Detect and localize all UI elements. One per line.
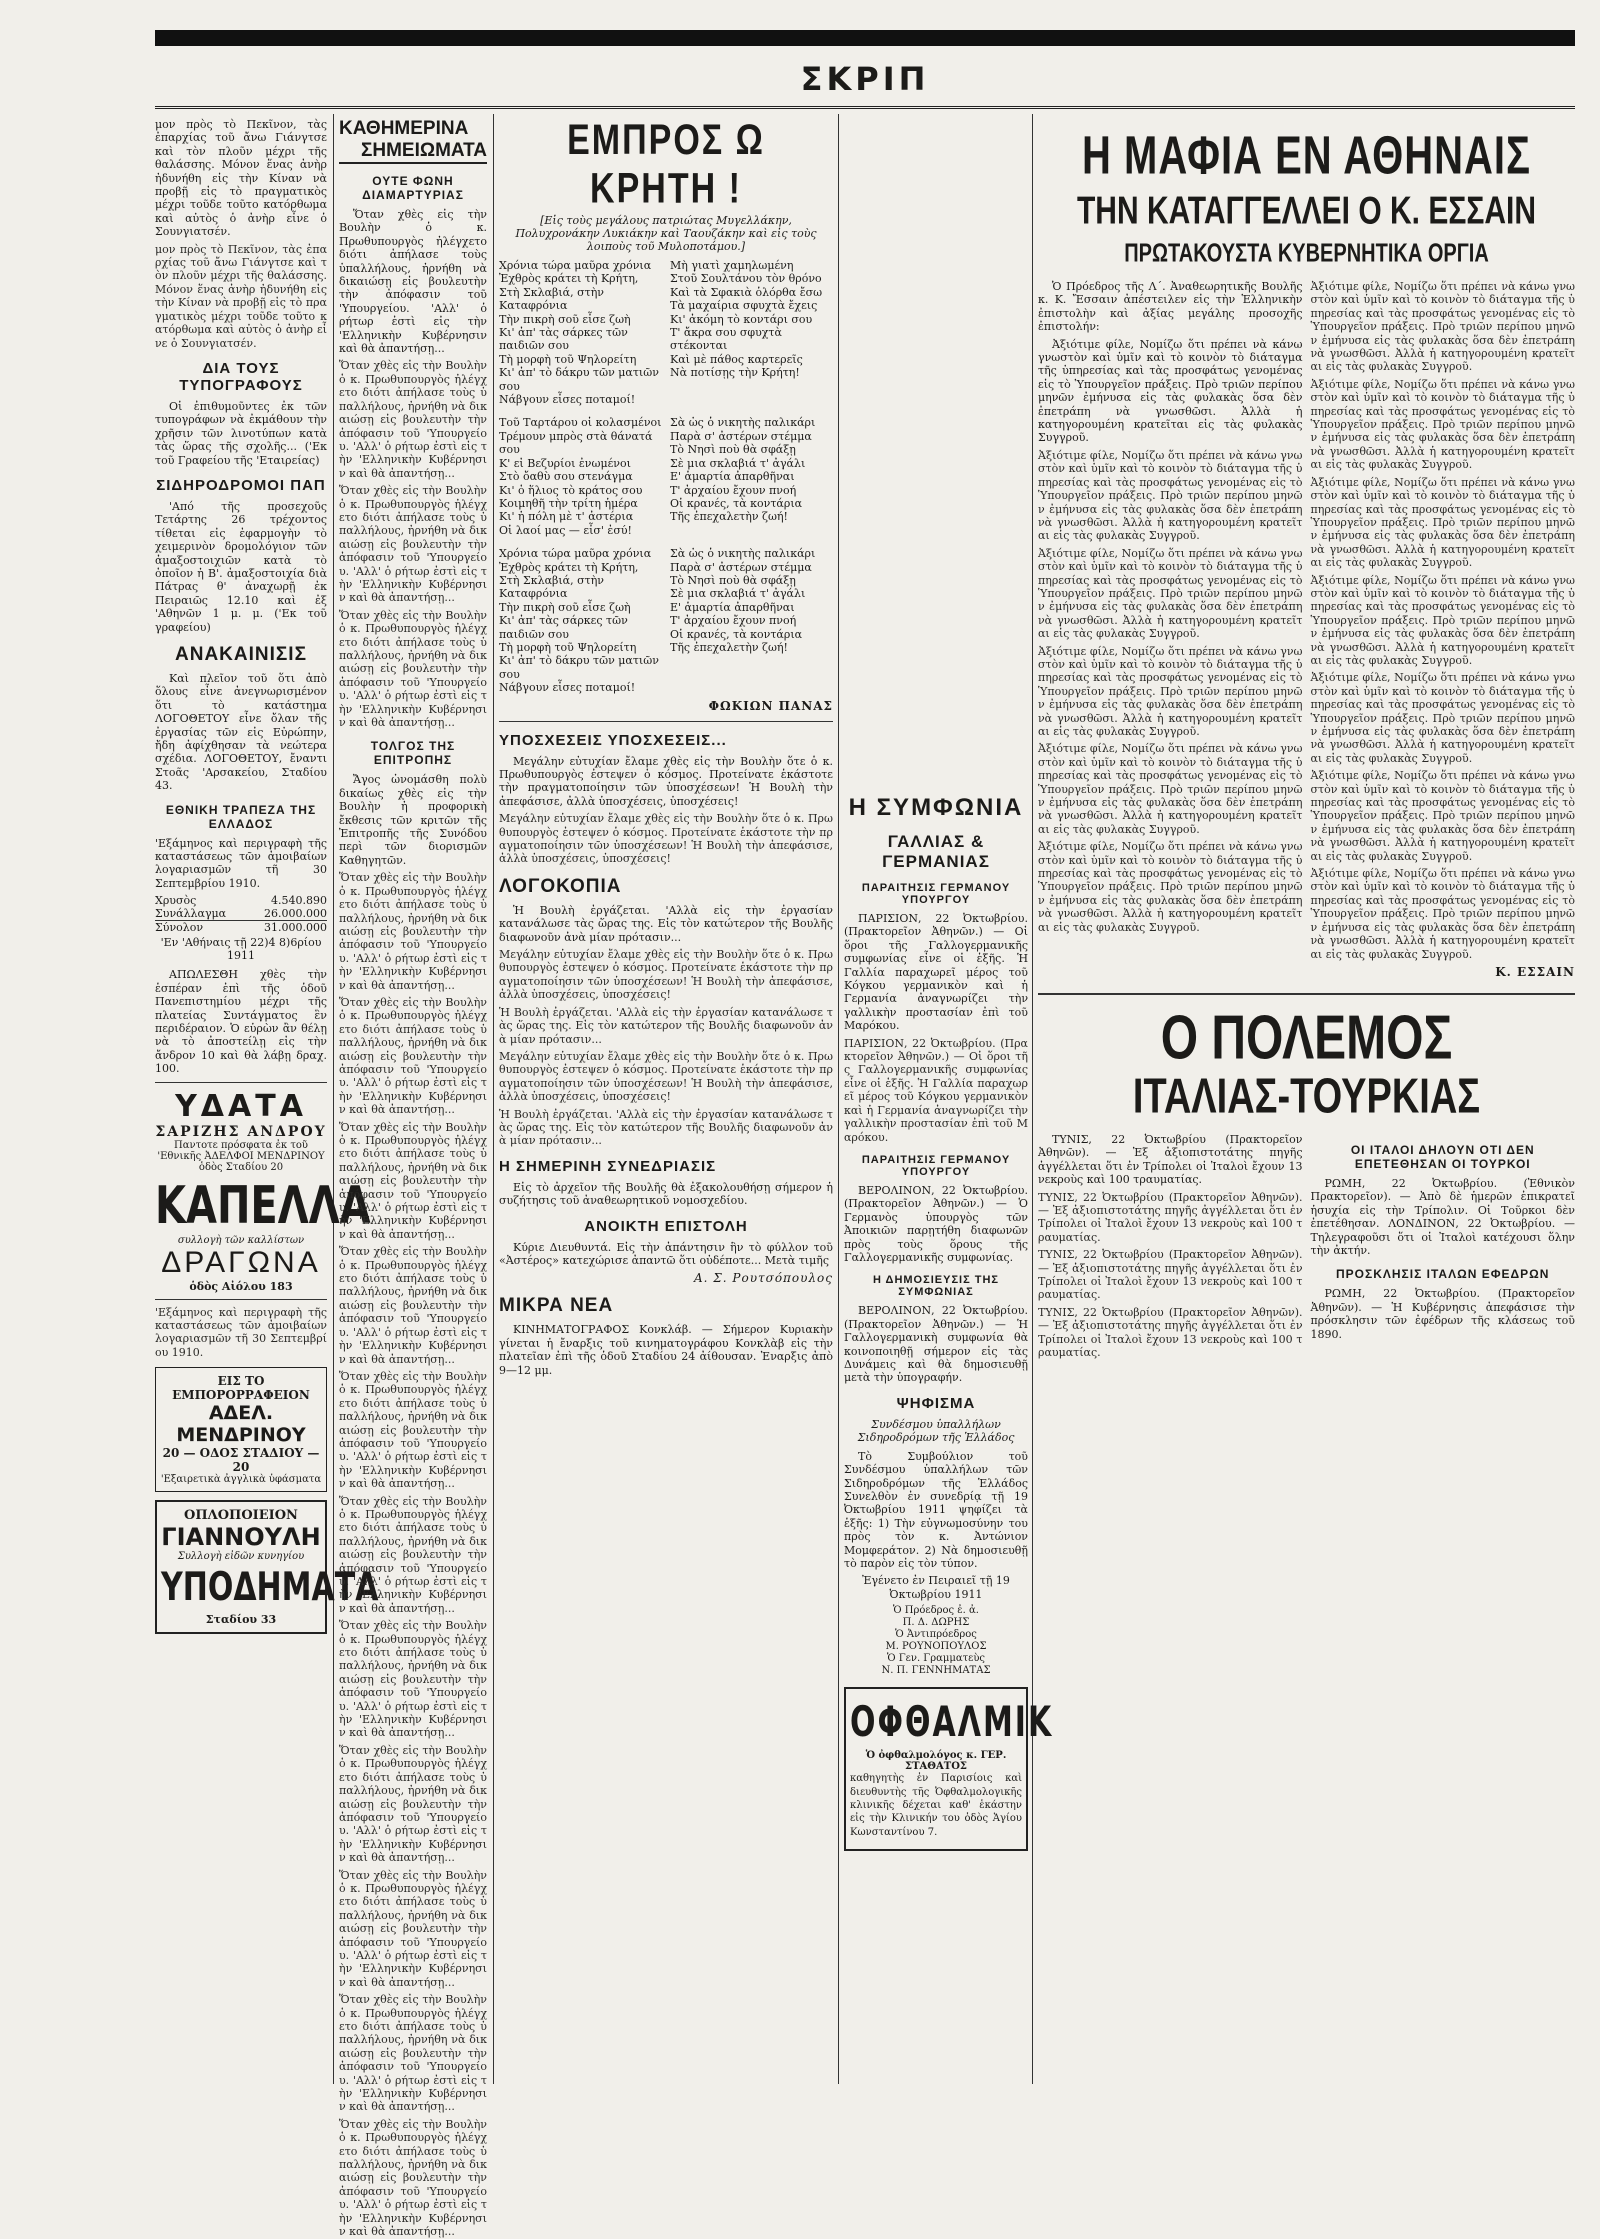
logokopia-cont: Ἡ Βουλὴ ἐργάζεται. 'Αλλὰ εἰς τὴν ἐργασίαν κατανάλωσε τὰς ὥρας της. Εἰς τὸν κατώτερον τῆς Βουλῆς διαφωνοῦν ἀνὰ μίαν πρότασιν... (499, 1107, 833, 1148)
heading-paraitisis: ΠΑΡΑΙΤΗΣΙΣ ΓΕΡΜΑΝΟΥ ΥΠΟΥΡΓΟΥ (861, 882, 1011, 906)
synedriasis-text: Εἰς τὸ ἀρχεῖον τῆς Βουλῆς θὰ ἐξακολουθήσῃ σήμερον ἡ συζήτησις τοῦ ἀναθεωρητικοῦ νομοσχεδίου. (499, 1180, 833, 1208)
trapeza-row: Σύνολον 31.000.000 (155, 921, 327, 935)
sidirodromoi-text: 'Από τῆς προσεχοῦς Τετάρτης 26 τρέχοντος τίθεται εἰς ἐφαρμογὴν τὸ χειμερινὸν δρομολόγιον τῶν ἀμαξοστοιχιῶν κατὰ τὸ ὁποῖον ἡ Β'. ἀμαξοστοιχία διὰ Πάτρας θ' ἀναχωρῇ ἐκ Πειραιῶς 12.10 καὶ ἐξ 'Αθηνῶν 1 μ. μ. ('Εκ τοῦ γραφείου) (155, 499, 327, 634)
mafia-cont: Ἀξιότιμε φίλε, Νομίζω ὅτι πρέπει νὰ κάνω γνωστὸν καὶ ὑμῖν καὶ τὸ κοινὸν τὸ διάταγμα τῆς ὑπηρεσίας καὶ τὰς προσφάτως γενομένας εἰς τὸ Ὑπουργεῖον πράξεις. Πρὸ τριῶν περίπου μηνῶν ἐμήνυσα εἰς τὰς φυλακὰς ὅσα δὲν ἐπετράπη νὰ γνωσθῶσι. Ἀλλὰ ἡ κατηγορουμένη κρατεῖται εἰς τὰς φυλακὰς Συγγροῦ. (1310, 867, 1575, 961)
epitropi-cont: Ὅταν χθὲς εἰς τὴν Βουλὴν ὁ κ. Πρωθυπουργὸς ἠλέγχετο διότι ἀπήλασε τοὺς ὑπαλλήλους, ἠρνήθη νὰ δικαιώσῃ εἰς βουλευτὴν τὴν ἀπόφασιν τοῦ 'Υπουργείου. 'Αλλ' ὁ ρήτωρ ἐστὶ εἰς τὴν 'Ελληνικὴν Κυβέρνησιν καὶ θὰ ἀπαντήσῃ... (339, 1245, 487, 1366)
signature-line: Μ. ΡΟΥΝΟΠΟΥΛΟΣ (885, 1641, 987, 1653)
heading-sidirodromoi: ΣΙΔΗΡΟΔΡΟΜΟΙ ΠΑΠ (156, 476, 326, 494)
ad-filler-text: 'Εξάμηνος καὶ περιγραφὴ τῆς καταστάσεως τῶν ἀμοιβαίων λογαριασμῶν τῆ 30 Σεπτεμβρίου 1910. (155, 1305, 327, 1359)
polemos-col-left (1038, 1133, 1303, 1364)
heading-italias-tourkias: ΙΤΑΛΙΑΣ-ΤΟΥΡΚΙΑΣ (1132, 1069, 1481, 1125)
top-border-bar (155, 30, 1575, 46)
epistoli-signature: Α. Σ. Ρουτσόπουλος (693, 1271, 833, 1286)
dimosieusis-text: ΒΕΡΟΛΙΝΟΝ, 22 Ὀκτωβρίου. (Πρακτορεῖον Ἀθηνῶν.) — Ἡ Γαλλογερμανικὴ συμφωνία θὰ κοινοποιηθῇ σήμερον εἰς τὰς Δυνάμεις καὶ θὰ δημοσιευθῇ μετὰ τὴν ὑπογραφήν. (844, 1304, 1028, 1385)
signature-line: Ὁ Πρόεδρος ἐ. ἀ. (893, 1605, 979, 1617)
poem-stanzas-2 (499, 416, 833, 537)
heading-polemos: Ο ΠΟΛΕΜΟΣ (1160, 1003, 1453, 1073)
heading-oute-foni: ΟΥΤΕ ΦΩΝΗ ΔΙΑΜΑΡΤΥΡΙΑΣ (362, 174, 464, 202)
column-divider (838, 114, 839, 2084)
kicker2: ΣΗΜΕΙΩΜΑΤΑ (339, 140, 487, 164)
heading-synedriasis: Η ΣΗΜΕΡΙΝΗ ΣΥΝΕΔΡΙΑΣΙΣ (499, 1157, 717, 1175)
heading-mafia: Η ΜΑΦΙΑ ΕΝ ΑΘΗΝΑΙΣ (1082, 126, 1531, 186)
mafia-cont: Ἀξιότιμε φίλε, Νομίζω ὅτι πρέπει νὰ κάνω γνωστὸν καὶ ὑμῖν καὶ τὸ κοινὸν τὸ διάταγμα τῆς ὑπηρεσίας καὶ τὰς προσφάτως γενομένας εἰς τὸ Ὑπουργεῖον πράξεις. Πρὸ τριῶν περίπου μηνῶν ἐμήνυσα εἰς τὰς φυλακὰς ὅσα δὲν ἐπετράπη νὰ γνωσθῶσι. Ἀλλὰ ἡ κατηγορουμένη κρατεῖται εἰς τὰς φυλακὰς Συγγροῦ. (1038, 546, 1303, 641)
masthead-title: ΣΚΡΙΠ (800, 60, 930, 98)
ad-ydata-sub: ΣΑΡΙΖΗΣ ΑΝΔΡΟΥ (155, 1123, 327, 1140)
trapeza-text: 'Εξάμηνος καὶ περιγραφὴ τῆς καταστάσεως τῶν ἀμοιβαίων λογαριασμῶν τῆ 30 Σεπτεμβρίου 1910. (155, 836, 327, 890)
epitropi-cont: Ὅταν χθὲς εἰς τὴν Βουλὴν ὁ κ. Πρωθυπουργὸς ἠλέγχετο διότι ἀπήλασε τοὺς ὑπαλλήλους, ἠρνήθη νὰ δικαιώσῃ εἰς βουλευτὴν τὴν ἀπόφασιν τοῦ 'Υπουργείου. 'Αλλ' ὁ ρήτωρ ἐστὶ εἰς τὴν 'Ελληνικὴν Κυβέρνησιν καὶ θὰ ἀπαντήσῃ... (339, 871, 487, 992)
polemos-col-right (1311, 1133, 1576, 1364)
heading-paraitisis-2: ΠΑΡΑΙΤΗΣΙΣ ΓΕΡΜΑΝΟΥ ΥΠΟΥΡΓΟΥ (861, 1153, 1011, 1178)
logokopia-text: Ἡ Βουλὴ ἐργάζεται. 'Αλλὰ εἰς τὴν ἐργασίαν κατανάλωσε τὰς ὥρας της. Εἰς τὸν κατώτερον τῆς Βουλῆς διαφωνοῦν ἀνὰ μίαν πρότασιν... (499, 903, 833, 944)
italoi-text: ΡΩΜΗ, 22 Ὀκτωβρίου. (Ἐθνικὸν Πρακτορεῖον). — Ἀπὸ δὲ ἡμερῶν ἐπικρατεῖ ἡσυχία εἰς τὴν Τρίπολιν. Οἱ Τοῦρκοι δὲν ἐπετέθησαν. ΛΟΝΔΙΝΟΝ, 22 Ὀκτωβρίου. — Τηλεγραφοῦσι ὅτι οἱ Ἰταλοὶ κατέχουσι ὅλην τὴν ἀκτήν. (1310, 1176, 1575, 1257)
mafia-cont: Ἀξιότιμε φίλε, Νομίζω ὅτι πρέπει νὰ κάνω γνωστὸν καὶ ὑμῖν καὶ τὸ κοινὸν τὸ διάταγμα τῆς ὑπηρεσίας καὶ τὰς προσφάτως γενομένας εἰς τὸ Ὑπουργεῖον πράξεις. Πρὸ τριῶν περίπου μηνῶν ἐμήνυσα εἰς τὰς φυλακὰς ὅσα δὲν ἐπετράπη νὰ γνωσθῶσι. Ἀλλὰ ἡ κατηγορουμένη κρατεῖται εἰς τὰς φυλακὰς Συγγροῦ. (1310, 475, 1575, 570)
logokopia-cont: Μεγάλην εὐτυχίαν ἔλαμε χθὲς εἰς τὴν Βουλὴν ὅτε ὁ κ. Πρωθυπουργὸς ἐστεψεν ὁ κόσμος. Προτείνατε ἑκάστοτε τὴν πραγματοποίησιν τῶν ὑποσχέσεων! Ἡ Βουλὴ τὴν ἀπεφάσισε, ἀλλὰ ὑποσχέσεις, ὑποσχέσεις! (499, 948, 833, 1002)
symfonia-text: ΠΑΡΙΣΙΟΝ, 22 Ὀκτωβρίου. (Πρακτορεῖον Ἀθηνῶν.) — Οἱ ὅροι τῆς Γαλλογερμανικῆς συμφωνίας εἶνε οἱ ἑξῆς. Ἡ Γαλλία παραχωρεῖ μέρος τοῦ Κόγκου γερμανικὸν καὶ ἡ Γερμανία ἀναγνωρίζει τὴν γαλλικὴν προστασίαν ἐπὶ τοῦ Μαρόκου. (844, 912, 1028, 1033)
divider (155, 1082, 327, 1083)
signature-line: Ὁ Ἀντιπρόεδρος (895, 1629, 977, 1641)
poem-signature: ΦΩΚΙΩΝ ΠΑΝΑΣ (708, 698, 833, 713)
epitropi-cont: Ὅταν χθὲς εἰς τὴν Βουλὴν ὁ κ. Πρωθυπουργὸς ἠλέγχετο διότι ἀπήλασε τοὺς ὑπαλλήλους, ἠρνήθη νὰ δικαιώσῃ εἰς βουλευτὴν τὴν ἀπόφασιν τοῦ 'Υπουργείου. 'Αλλ' ὁ ρήτωρ ἐστὶ εἰς τὴν 'Ελληνικὴν Κυβέρνησιν καὶ θὰ ἀπαντήσῃ... (339, 1494, 487, 1615)
polemos-cont: ΤΥΝΙΣ, 22 Ὀκτωβρίου (Πρακτορεῖον Ἀθηνῶν). — Ἐξ ἀξιοπιστοτάτης πηγῆς ἀγγέλλεται ὅτι ἐν Τρίπολει οἱ Ἰταλοὶ ἔχουν 13 νεκροὺς καὶ 100 τραυματίας. (1038, 1305, 1303, 1359)
poem-left-1: Χρόνια τώρα μαῦρα χρόνια Ἐχθρὸς κράτει τὴ Κρήτη, Στὴ Σκλαβιά, στὴν Καταφρόνια Τὴν πικρὴ σοῦ εἶσε ζωὴ Κι' ἀπ' τὰς σάρκες τῶν παιδιῶν σου Τὴ μορφὴ τοῦ Ψηλορείτη Κι' ἀπ' τὸ δάκρυ τῶν ματιῶν σου Νάβγουν εἶσες ποταμοί! (499, 259, 659, 407)
divider (1038, 993, 1575, 995)
heading-katangellei: ΤΗΝ ΚΑΤΑΓΓΕΛΛΕΙ Ο Κ. ΕΣΣΑΙΝ (1076, 189, 1537, 233)
heading-dimosieusis: Η ΔΗΜΟΣΙΕΥΣΙΣ ΤΗΣ ΣΥΜΦΩΝΙΑΣ (872, 1274, 1000, 1299)
epitropi-cont: Ὅταν χθὲς εἰς τὴν Βουλὴν ὁ κ. Πρωθυπουργὸς ἠλέγχετο διότι ἀπήλασε τοὺς ὑπαλλήλους, ἠρνήθη νὰ δικαιώσῃ εἰς βουλευτὴν τὴν ἀπόφασιν τοῦ 'Υπουργείου. 'Αλλ' ὁ ρήτωρ ἐστὶ εἰς τὴν 'Ελληνικὴν Κυβέρνησιν καὶ θὰ ἀπαντήσῃ... (339, 995, 487, 1117)
polemos-text-1: ΤΥΝΙΣ, 22 Ὀκτωβρίου (Πρακτορεῖον Ἀθηνῶν). — Ἐξ ἀξιοπιστοτάτης πηγῆς ἀγγέλλεται ὅτι ἐν Τρίπολει οἱ Ἰταλοὶ ἔχουν 13 νεκροὺς καὶ 100 τραυματίας. (1038, 1132, 1303, 1187)
epitropi-cont: Ὅταν χθὲς εἰς τὴν Βουλὴν ὁ κ. Πρωθυπουργὸς ἠλέγχετο διότι ἀπήλασε τοὺς ὑπαλλήλους, ἠρνήθη νὰ δικαιώσῃ εἰς βουλευτὴν τὴν ἀπόφασιν τοῦ 'Υπουργείου. 'Αλλ' ὁ ρήτωρ ἐστὶ εἰς τὴν 'Ελληνικὴν Κυβέρνησιν καὶ θὰ ἀπαντήσῃ... (339, 1993, 487, 2114)
mafia-cont: Ἀξιότιμε φίλε, Νομίζω ὅτι πρέπει νὰ κάνω γνωστὸν καὶ ὑμῖν καὶ τὸ κοινὸν τὸ διάταγμα τῆς ὑπηρεσίας καὶ τὰς προσφάτως γενομένας εἰς τὸ Ὑπουργεῖον πράξεις. Πρὸ τριῶν περίπου μηνῶν ἐμήνυσα εἰς τὰς φυλακὰς ὅσα δὲν ἐπετράπη νὰ γνωσθῶσι. Ἀλλὰ ἡ κατηγορουμένη κρατεῖται εἰς τὰς φυλακὰς Συγγροῦ. (1038, 644, 1303, 738)
mafia-cont: Ἀξιότιμε φίλε, Νομίζω ὅτι πρέπει νὰ κάνω γνωστὸν καὶ ὑμῖν καὶ τὸ κοινὸν τὸ διάταγμα τῆς ὑπηρεσίας καὶ τὰς προσφάτως γενομένας εἰς τὸ Ὑπουργεῖον πράξεις. Πρὸ τριῶν περίπου μηνῶν ἐμήνυσα εἰς τὰς φυλακὰς ὅσα δὲν ἐπετράπη νὰ γνωσθῶσι. Ἀλλὰ ἡ κατηγορουμένη κρατεῖται εἰς τὰς φυλακὰς Συγγροῦ. (1038, 448, 1303, 543)
mafia-cont: Ἀξιότιμε φίλε, Νομίζω ὅτι πρέπει νὰ κάνω γνωστὸν καὶ ὑμῖν καὶ τὸ κοινὸν τὸ διάταγμα τῆς ὑπηρεσίας καὶ τὰς προσφάτως γενομένας εἰς τὸ Ὑπουργεῖον πράξεις. Πρὸ τριῶν περίπου μηνῶν ἐμήνυσα εἰς τὰς φυλακὰς ὅσα δὲν ἐπετράπη νὰ γνωσθῶσι. Ἀλλὰ ἡ κατηγορουμένη κρατεῖται εἰς τὰς φυλακὰς Συγγροῦ. (1038, 840, 1303, 934)
poem-left-3: Χρόνια τώρα μαῦρα χρόνια Ἐχθρὸς κράτει τὴ Κρήτη, Στὴ Σκλαβιά, στὴν Καταφρόνια Τὴν πικρὴ σοῦ εἶσε ζωὴ Κι' ἀπ' τὰς σάρκες τῶν παιδιῶν σου Τὴ μορφὴ τοῦ Ψηλορείτη Κι' ἀπ' τὸ δάκρυ τῶν ματιῶν σου Νάβγουν εἶσες ποταμοί! (499, 547, 659, 695)
column-5 (1038, 118, 1575, 2084)
mafia-cont: Ἀξιότιμε φίλε, Νομίζω ὅτι πρέπει νὰ κάνω γνωστὸν καὶ ὑμῖν καὶ τὸ κοινὸν τὸ διάταγμα τῆς ὑπηρεσίας καὶ τὰς προσφάτως γενομένας εἰς τὸ Ὑπουργεῖον πράξεις. Πρὸ τριῶν περίπου μηνῶν ἐμήνυσα εἰς τὰς φυλακὰς ὅσα δὲν ἐπετράπη νὰ γνωσθῶσι. Ἀλλὰ ἡ κατηγορουμένη κρατεῖται εἰς τὰς φυλακὰς Συγγροῦ. (1310, 377, 1575, 472)
heading-mikra-nea: ΜΙΚΡΑ ΝΕΑ (499, 1295, 614, 1317)
polemos-body (1038, 1133, 1575, 1364)
oute-foni-text: Ὅταν χθὲς εἰς τὴν Βουλὴν ὁ κ. Πρωθυπουργὸς ἠλέγχετο διότι ἀπήλασε τοὺς ὑπαλλήλους, ἠρνήθη νὰ δικαιώσῃ εἰς βουλευτὴν τὴν ἀπόφασιν τοῦ 'Υπουργείου. 'Αλλ' ὁ ρήτωρ ἐστὶ εἰς τὴν 'Ελληνικὴν Κυβέρνησιν καὶ θὰ ἀπαντήσῃ... (339, 208, 487, 356)
ad-giannouli-line1: ΟΠΛΟΠΟΙΕΙΟΝ (184, 1508, 298, 1524)
ad-kapella-brand: ΔΡΑΓΩΝΑ (161, 1245, 321, 1279)
ad-giannouli-big: ΥΠΟΔΗΜΑΤΑ (161, 1564, 379, 1611)
psifisma-signatures (844, 1605, 1028, 1677)
column-1 (155, 118, 379, 2084)
ad-giannouli (155, 1500, 379, 1634)
column-2 (339, 118, 487, 2239)
polemos-cont: ΤΥΝΙΣ, 22 Ὀκτωβρίου (Πρακτορεῖον Ἀθηνῶν). — Ἐξ ἀξιοπιστοτάτης πηγῆς ἀγγέλλεται ὅτι ἐν Τρίπολει οἱ Ἰταλοὶ ἔχουν 13 νεκροὺς καὶ 100 τραυματίας. (1038, 1248, 1303, 1302)
masthead-rule (155, 106, 1575, 109)
ad-ofthalmik-sub: Ὁ ὀφθαλμολόγος κ. ΓΕΡ. ΣΤΑΘΑΤΟΣ (865, 1750, 1007, 1773)
symfonia-cont: ΠΑΡΙΣΙΟΝ, 22 Ὀκτωβρίου. (Πρακτορεῖον Ἀθηνῶν.) — Οἱ ὅροι τῆς Γαλλογερμανικῆς συμφωνίας εἶνε οἱ ἑξῆς. Ἡ Γαλλία παραχωρεῖ μέρος τοῦ Κόγκου γερμανικὸν καὶ ἡ Γερμανία ἀναγνωρίζει τὴν γαλλικὴν προστασίαν ἐπὶ τοῦ Μαρόκου. (844, 1036, 1028, 1144)
epitropi-text: Ἄγος ὠνομάσθη πολὺ δικαίως χθὲς εἰς τὴν Βουλὴν ἡ προφορικὴ ἔκθεσις τῶν κριτῶν τῆς Ἐπιτροπῆς τῆς Συνόδου περὶ τῶν διορισμῶν Καθηγητῶν. (339, 773, 487, 867)
poem-left-2: Τοῦ Ταρτάρου οἱ κολασμένοι Τρέμουν μπρὸς στὰ θάνατά σου Κ' εἰ Βεζυρίοι ἐνωμένοι Στὸ ὄαθὺ σου στενάγμα Κι' ὁ ἥλιος τὸ κράτος σου Κοιμηθῆ τὴν τρίτη ἡμέρα Κι' ἡ πόλη μὲ τ' ἀστέρια Οἱ λαοί μας — εἶσ' ἐσύ! (499, 416, 662, 537)
column-divider (333, 114, 334, 2084)
signature-line: Ὁ Γεν. Γραμματεὺς (886, 1653, 986, 1665)
ad-ofthalmik (844, 1687, 1054, 1851)
polemos-cont: ΤΥΝΙΣ, 22 Ὀκτωβρίου (Πρακτορεῖον Ἀθηνῶν). — Ἐξ ἀξιοπιστοτάτης πηγῆς ἀγγέλλεται ὅτι ἐν Τρίπολει οἱ Ἰταλοὶ ἔχουν 13 νεκροὺς καὶ 100 τραυματίας. (1038, 1190, 1303, 1244)
psifisma-text: Τὸ Συμβούλιον τοῦ Συνδέσμου ὑπαλλήλων τῶν Σιδηροδρόμων τῆς Ἑλλάδος Συνελθὸν ἐν συνεδρίᾳ τῇ 19 Ὀκτωβρίου 1911 ψηφίζει τὰ ἑξῆς: 1) Τὴν εὐγνωμοσύνην του πρὸς τὸν κ. Ἀντώνιον Μομφεράτον. 2) Νὰ δημοσιευθῇ τὸ παρὸν εἰς τὸν τύπον. (844, 1449, 1028, 1571)
column-3 (499, 118, 833, 2084)
oute-foni-cont: Ὅταν χθὲς εἰς τὴν Βουλὴν ὁ κ. Πρωθυπουργὸς ἠλέγχετο διότι ἀπήλασε τοὺς ὑπαλλήλους, ἠρνήθη νὰ δικαιώσῃ εἰς βουλευτὴν τὴν ἀπόφασιν τοῦ 'Υπουργείου. 'Αλλ' ὁ ρήτωρ ἐστὶ εἰς τὴν 'Ελληνικὴν Κυβέρνησιν καὶ θὰ ἀπαντήσῃ... (339, 484, 487, 605)
mafia-col-right (1311, 280, 1576, 987)
ad-ofthalmik-text: καθηγητὴς ἐν Παρισίοις καὶ διευθυντὴς τῆς Ὀφθαλμολογικῆς κλινικῆς δέχεται καθ' ἑκάστην εἰς τὴν Κλινικήν του ὁδὸς Ἁγίου Κωνσταντίνου 7. (850, 1773, 1022, 1838)
ad-mendrinou-addr: 20 — ΟΔΟΣ ΣΤΑΔΙΟΥ — 20 (162, 1446, 320, 1475)
heading-trapeza: ΕΘΝΙΚΗ ΤΡΑΠΕΖΑ ΤΗΣ ΕΛΛΑΔΟΣ (165, 802, 317, 831)
ad-mendrinou-name: ΑΔΕΛ. ΜΕΝΔΡΙΝΟΥ (176, 1402, 306, 1447)
epitropi-cont: Ὅταν χθὲς εἰς τὴν Βουλὴν ὁ κ. Πρωθυπουργὸς ἠλέγχετο διότι ἀπήλασε τοὺς ὑπαλλήλους, ἠρνήθη νὰ δικαιώσῃ εἰς βουλευτὴν τὴν ἀπόφασιν τοῦ 'Υπουργείου. 'Αλλ' ὁ ρήτωρ ἐστὶ εἰς τὴν 'Ελληνικὴν Κυβέρνησιν καὶ θὰ ἀπαντήσῃ... (339, 1369, 487, 1491)
paraitisis-text: ΒΕΡΟΛΙΝΟΝ, 22 Ὀκτωβρίου. (Πρακτορεῖον Ἀθηνῶν.) — Ὁ Γερμανὸς ὑπουργὸς τῶν Ἀποικιῶν παρῃτήθη διαφωνῶν πρὸς τοὺς ὅρους τῆς Γαλλογερμανικῆς συμφωνίας. (844, 1183, 1028, 1264)
yposxeseis-text: Μεγάλην εὐτυχίαν ἔλαμε χθὲς εἰς τὴν Βουλὴν ὅτε ὁ κ. Πρωθυπουργὸς ἐστεψεν ὁ κόσμος. Προτείνατε ἑκάστοτε τὴν πραγματοποίησιν τῶν ὑποσχέσεων! Ἡ Βουλὴ τὴν ἀπεφάσισε, ἀλλὰ ὑποσχέσεις, ὑποσχέσεις! (499, 754, 833, 808)
oute-foni-cont: Ὅταν χθὲς εἰς τὴν Βουλὴν ὁ κ. Πρωθυπουργὸς ἠλέγχετο διότι ἀπήλασε τοὺς ὑπαλλήλους, ἠρνήθη νὰ δικαιώσῃ εἰς βουλευτὴν τὴν ἀπόφασιν τοῦ 'Υπουργείου. 'Αλλ' ὁ ρήτωρ ἐστὶ εἰς τὴν 'Ελληνικὴν Κυβέρνησιν καὶ θὰ ἀπαντήσῃ... (339, 608, 487, 730)
psifisma-sub: Συνδέσμου ὑπαλλήλων Σιδηροδρόμων τῆς Ἑλλάδος (857, 1417, 1015, 1444)
epitropi-cont: Ὅταν χθὲς εἰς τὴν Βουλὴν ὁ κ. Πρωθυπουργὸς ἠλέγχετο διότι ἀπήλασε τοὺς ὑπαλλήλους, ἠρνήθη νὰ δικαιώσῃ εἰς βουλευτὴν τὴν ἀπόφασιν τοῦ 'Υπουργείου. 'Αλλ' ὁ ρήτωρ ἐστὶ εἰς τὴν 'Ελληνικὴν Κυβέρνησιν καὶ θὰ ἀπαντήσῃ... (339, 2117, 487, 2239)
epitropi-cont: Ὅταν χθὲς εἰς τὴν Βουλὴν ὁ κ. Πρωθυπουργὸς ἠλέγχετο διότι ἀπήλασε τοὺς ὑπαλλήλους, ἠρνήθη νὰ δικαιώσῃ εἰς βουλευτὴν τὴν ἀπόφασιν τοῦ 'Υπουργείου. 'Αλλ' ὁ ρήτωρ ἐστὶ εἰς τὴν 'Ελληνικὴν Κυβέρνησιν καὶ θὰ ἀπαντήσῃ... (339, 1868, 487, 1989)
heading-gallias-germanias: ΓΑΛΛΙΑΣ & ΓΕΡΜΑΝΙΑΣ (882, 832, 990, 871)
ad-mendrinou-line1: ΕΙΣ ΤΟ ΕΜΠΟΡΟΡΡΑΦΕΙΟΝ (172, 1374, 310, 1403)
ad-giannouli-addr: Σταδίου 33 (205, 1613, 277, 1627)
heading-italoi-diloun: ΟΙ ΙΤΑΛΟΙ ΔΗΛΟΥΝ ΟΤΙ ΔΕΝ ΕΠΕΤΕΘΗΣΑΝ ΟΙ ΤΟΥΡΚΟΙ (1350, 1142, 1535, 1171)
ad-giannouli-line2: Συλλογὴ εἰδῶν κυνηγίου (177, 1551, 305, 1563)
poem-right-2: Σὰ ὡς ὁ νικητὴς παλικάρι Παρὰ σ' ἀστέρων στέμμα Τὸ Νησὶ ποὺ θὰ σφάξῃ Σὲ μια σκλαβιά τ' ἀγάλι Ε' ἁμαρτία ἀπαρθῆναι Τ' ἀρχαίου ἔχουν πνοή Οἱ κρανές, τὰ κοντάρια Τῆς ἐπεχαλετὴν ζωή! (670, 416, 816, 524)
ad-ydata-title: ΥΔΑΤΑ (175, 1088, 307, 1124)
mafia-cont: Ἀξιότιμε φίλε, Νομίζω ὅτι πρέπει νὰ κάνω γνωστὸν καὶ ὑμῖν καὶ τὸ κοινὸν τὸ διάταγμα τῆς ὑπηρεσίας καὶ τὰς προσφάτως γενομένας εἰς τὸ Ὑπουργεῖον πράξεις. Πρὸ τριῶν περίπου μηνῶν ἐμήνυσα εἰς τὰς φυλακὰς ὅσα δὲν ἐπετράπη νὰ γνωσθῶσι. Ἀλλὰ ἡ κατηγορουμένη κρατεῖται εἰς τὰς φυλακὰς Συγγροῦ. (1310, 769, 1575, 863)
ad-kapella-title: ΚΑΠΕΛΛΑ (155, 1175, 371, 1236)
ad-mendrinou-line2: 'Εξαιρετικὰ ἀγγλικὰ ὑφάσματα (160, 1474, 322, 1486)
signature-line: Ν. Π. ΓΕΝΝΗΜΑΤΑΣ (881, 1665, 991, 1677)
lost-notice: ΑΠΩΛΕΣΘΗ χθὲς τὴν ἑσπέραν ἐπὶ τῆς ὁδοῦ Πανεπιστημίου μέχρι τῆς πλατείας Συντάγματος ἓν περιδέραιον. Ὁ εὑρὼν ἂν θέλῃ νὰ τὸ ἀποστείλῃ εἰς τὴν ἄνδρον 10 καὶ θὰ λάβῃ δραχ. 100. (155, 968, 327, 1076)
column-divider (493, 114, 494, 2084)
heading-prosklisis: ΠΡΟΣΚΛΗΣΙΣ ΙΤΑΛΩΝ ΕΦΕΔΡΩΝ (1336, 1267, 1550, 1282)
column-divider (1032, 114, 1033, 2084)
kicker: ΚΑΘΗΜΕΡΙΝΑ (339, 118, 469, 139)
ad-kapella-addr: ὁδὸς Αἰόλου 183 (189, 1279, 293, 1293)
divider (499, 721, 833, 722)
oute-foni-cont: Ὅταν χθὲς εἰς τὴν Βουλὴν ὁ κ. Πρωθυπουργὸς ἠλέγχετο διότι ἀπήλασε τοὺς ὑπαλλήλους, ἠρνήθη νὰ δικαιώσῃ εἰς βουλευτὴν τὴν ἀπόφασιν τοῦ 'Υπουργείου. 'Αλλ' ὁ ρήτωρ ἐστὶ εἰς τὴν 'Ελληνικὴν Κυβέρνησιν καὶ θὰ ἀπαντήσῃ... (339, 359, 487, 480)
mafia-cont: Ἀξιότιμε φίλε, Νομίζω ὅτι πρέπει νὰ κάνω γνωστὸν καὶ ὑμῖν καὶ τὸ κοινὸν τὸ διάταγμα τῆς ὑπηρεσίας καὶ τὰς προσφάτως γενομένας εἰς τὸ Ὑπουργεῖον πράξεις. Πρὸ τριῶν περίπου μηνῶν ἐμήνυσα εἰς τὰς φυλακὰς ὅσα δὲν ἐπετράπη νὰ γνωσθῶσι. Ἀλλὰ ἡ κατηγορουμένη κρατεῖται εἰς τὰς φυλακὰς Συγγροῦ. (1310, 280, 1575, 374)
mafia-cont: Ἀξιότιμε φίλε, Νομίζω ὅτι πρέπει νὰ κάνω γνωστὸν καὶ ὑμῖν καὶ τὸ κοινὸν τὸ διάταγμα τῆς ὑπηρεσίας καὶ τὰς προσφάτως γενομένας εἰς τὸ Ὑπουργεῖον πράξεις. Πρὸ τριῶν περίπου μηνῶν ἐμήνυσα εἰς τὰς φυλακὰς ὅσα δὲν ἐπετράπη νὰ γνωσθῶσι. Ἀλλὰ ἡ κατηγορουμένη κρατεῖται εἰς τὰς φυλακὰς Συγγροῦ. (1310, 671, 1575, 765)
ad-ydata-line: Παντοτε πρόσφατα ἐκ τοῦ 'Εθνικῆς ἈΔΕΛΦΟΙ ΜΕΝΔΡΙΝΟΥ ὁδὸς Σταδίου 20 (157, 1139, 325, 1173)
ad-mendrinou (155, 1367, 327, 1492)
mafia-cont: Ἀξιότιμε φίλε, Νομίζω ὅτι πρέπει νὰ κάνω γνωστὸν καὶ ὑμῖν καὶ τὸ κοινὸν τὸ διάταγμα τῆς ὑπηρεσίας καὶ τὰς προσφάτως γενομένας εἰς τὸ Ὑπουργεῖον πράξεις. Πρὸ τριῶν περίπου μηνῶν ἐμήνυσα εἰς τὰς φυλακὰς ὅσα δὲν ἐπετράπη νὰ γνωσθῶσι. Ἀλλὰ ἡ κατηγορουμένη κρατεῖται εἰς τὰς φυλακὰς Συγγροῦ. (1310, 573, 1575, 667)
heading-anakainisis: ΑΝΑΚΑΙΝΙΣΙΣ (175, 644, 307, 665)
heading-logokopia: ΛΟΓΟΚΟΠΙΑ (499, 875, 622, 897)
heading-typografoi: ΔΙΑ ΤΟΥΣ ΤΥΠΟΓΡΑΦΟΥΣ (179, 359, 303, 394)
mafia-body (1038, 280, 1575, 987)
psifisma-date: Ἐγένετο ἐν Πειραιεῖ τῇ 19 Ὀκτωβρίου 1911 (862, 1574, 1010, 1601)
intro-article: μον πρὸς τὸ Πεκῖνον, τὰς ἐπαρχίας τοῦ ἄνω Γιάνγτσε καὶ τὸν πλοῦν μέχρι τῆς θαλάσσης. Μόνον ἕνας ἀνὴρ ἠδυνήθη εἰς τὴν Κίναν νὰ προβῇ εἰς τὸ πραγματικὸς μέχρι τοῦδε τοῦτο κατόρθωμα καὶ αὐτὸς ὁ ἀνὴρ εἶνε ὁ Σουνγιατσέν. (155, 118, 327, 239)
poem-dedication: [Εἰς τοὺς μεγάλους πατριώτας Μυγελλάκην, Πολυχρονάκην Λυκιάκην καὶ Ταουζάκην καὶ εἰς τοὺς λοιποὺς τοῦ Μυλοποτάμου.] (515, 214, 817, 253)
heading-epistoli: ΑΝΟΙΚΤΗ ΕΠΙΣΤΟΛΗ (584, 1217, 748, 1235)
signature-line: Π. Δ. ΔΩΡΗΣ (902, 1617, 970, 1629)
heading-epitropi: ΤΟΛΓΟΣ ΤΗΣ ΕΠΙΤΡΟΠΗΣ (370, 739, 456, 768)
epitropi-cont: Ὅταν χθὲς εἰς τὴν Βουλὴν ὁ κ. Πρωθυπουργὸς ἠλέγχετο διότι ἀπήλασε τοὺς ὑπαλλήλους, ἠρνήθη νὰ δικαιώσῃ εἰς βουλευτὴν τὴν ἀπόφασιν τοῦ 'Υπουργείου. 'Αλλ' ὁ ρήτωρ ἐστὶ εἰς τὴν 'Ελληνικὴν Κυβέρνησιν καὶ θὰ ἀπαντήσῃ... (339, 1619, 487, 1740)
mafia-text-1: Ὁ Πρόεδρος τῆς Λ΄. Ἀναθεωρητικῆς Βουλῆς κ. Κ. Ἔσσαιν ἀπέστειλεν εἰς τὴν Ἑλληνικὴν ἐπιστολὴν καὶ ἀξίας μεγάλης προσοχῆς ἐπιστολήν: (1038, 280, 1303, 334)
poem-right-3: Σὰ ὡς ὁ νικητὴς παλικάρι Παρὰ σ' ἀστέρων στέμμα Τὸ Νησὶ ποὺ θὰ σφάξῃ Σὲ μια σκλαβιά τ' ἀγάλι Ε' ἁμαρτία ἀπαρθῆναι Τ' ἀρχαίου ἔχουν πνοή Οἱ κρανές, τὰ κοντάρια Τῆς ἐπεχαλετὴν ζωή! (670, 547, 816, 654)
typografoi-text: Οἱ ἐπιθυμοῦντες ἐκ τῶν τυπογράφων νὰ ἐκμάθουν τὴν χρῆσιν τῶν λινοτύπων κατὰ τὰς ὥρας τῆς σχολῆς... ('Εκ τοῦ Γραφείου τῆς 'Εταιρείας) (155, 399, 327, 467)
trapeza-row: Συνάλλαγμα 26.000.000 (155, 907, 327, 921)
epitropi-cont: Ὅταν χθὲς εἰς τὴν Βουλὴν ὁ κ. Πρωθυπουργὸς ἠλέγχετο διότι ἀπήλασε τοὺς ὑπαλλήλους, ἠρνήθη νὰ δικαιώσῃ εἰς βουλευτὴν τὴν ἀπόφασιν τοῦ 'Υπουργείου. 'Αλλ' ὁ ρήτωρ ἐστὶ εἰς τὴν 'Ελληνικὴν Κυβέρνησιν καὶ θὰ ἀπαντήσῃ... (339, 1120, 487, 1241)
heading-symfonia: Η ΣΥΜΦΩΝΙΑ (848, 794, 1024, 821)
heading-yposxeseis: ΥΠΟΣΧΕΣΕΙΣ ΥΠΟΣΧΕΣΕΙΣ... (499, 731, 727, 749)
ad-ydata (155, 1089, 327, 1173)
ad-kapella-sub: συλλογὴ τῶν καλλίστων (177, 1234, 305, 1246)
newspaper-page (155, 30, 1575, 2239)
poem-stanzas-3 (499, 547, 833, 694)
article-continuation: μον πρὸς τὸ Πεκῖνον, τὰς ἐπαρχίας τοῦ ἄνω Γιάνγτσε καὶ τὸν πλοῦν μέχρι τῆς θαλάσσης. Μόνον ἕνας ἀνὴρ ἠδυνήθη εἰς τὴν Κίναν νὰ προβῇ εἰς τὸ πραγματικὸς μέχρι τοῦδε τοῦτο κατόρθωμα καὶ αὐτὸς ὁ ἀνὴρ εἶνε ὁ Σουνγιατσέν. (155, 242, 327, 350)
ad-giannouli-name: ΓΙΑΝΝΟΥΛΗ (161, 1523, 321, 1552)
heading-protakousta: ΠΡΩΤΑΚΟΥΣΤΑ ΚΥΒΕΡΝΗΤΙΚΑ ΟΡΓΙΑ (1124, 239, 1489, 269)
poem-right-1: Μὴ γιατὶ χαμηλωμένη Στοῦ Σουλτάνου τὸν θρόνο Καὶ τὰ Σφακιὰ ὁλόρθα ἔσω Τὰ μαχαίρια σφυχτὰ ἔχεις Κι' ἀκόμη τὸ κοντάρι σου Τ' ἄκρα σου σφυχτὰ στέκονται Καὶ μὲ πάθος καρτερεῖς Νὰ ποτίσῃς τὴν Κρήτη! (670, 259, 823, 380)
logokopia-cont: Μεγάλην εὐτυχίαν ἔλαμε χθὲς εἰς τὴν Βουλὴν ὅτε ὁ κ. Πρωθυπουργὸς ἐστεψεν ὁ κόσμος. Προτείνατε ἑκάστοτε τὴν πραγματοποίησιν τῶν ὑποσχέσεων! Ἡ Βουλὴ τὴν ἀπεφάσισε, ἀλλὰ ὑποσχέσεις, ὑποσχέσεις! (499, 1049, 833, 1104)
poem-title: ΕΜΠΡΟΣ Ω ΚΡΗΤΗ ! (567, 116, 765, 213)
ad-kapella (155, 1175, 371, 1293)
trapeza-date: 'Εν 'Αθήναις τῇ 22)4 8)6ρίου 1911 (160, 936, 322, 963)
epistoli-text: Κύριε Διευθυντά. Εἰς τὴν ἀπάντησιν ἣν τὸ φύλλον τοῦ «Ἀστέρος» κατεχώρισε ἀπαντῶ ὅτι οὐδέποτε... Μετὰ τιμῆς (499, 1240, 833, 1267)
logokopia-cont: Ἡ Βουλὴ ἐργάζεται. 'Αλλὰ εἰς τὴν ἐργασίαν κατανάλωσε τὰς ὥρας της. Εἰς τὸν κατώτερον τῆς Βουλῆς διαφωνοῦν ἀνὰ μίαν πρότασιν... (499, 1005, 833, 1046)
prosklisis-text: ΡΩΜΗ, 22 Ὀκτωβρίου. (Πρακτορεῖον Ἀθηνῶν). — Ἡ Κυβέρνησις ἀπεφάσισε τὴν πρόσκλησιν τῶν ἐφέδρων τῆς κλάσεως τοῦ 1890. (1310, 1287, 1575, 1341)
divider (155, 1299, 327, 1300)
mafia-text-2: Ἀξιότιμε φίλε, Νομίζω ὅτι πρέπει νὰ κάνω γνωστὸν καὶ ὑμῖν καὶ τὸ κοινὸν τὸ διάταγμα τῆς ὑπηρεσίας καὶ τὰς προσφάτως γενομένας εἰς τὸ Ὑπουργεῖον πράξεις. Πρὸ τριῶν περίπου μηνῶν ἐμήνυσα εἰς τὰς φυλακὰς ὅσα δὲν ἐπετράπη νὰ γνωσθῶσι. Ἀλλὰ ἡ κατηγορουμένη κρατεῖται εἰς τὰς φυλακὰς Συγγροῦ. (1038, 337, 1303, 445)
heading-psifisma: ΨΗΦΙΣΜΑ (896, 1394, 976, 1412)
poem-stanzas-1 (499, 259, 833, 406)
anakainisis-text: Καὶ πλεῖον τοῦ ὅτι ἀπὸ ὅλους εἶνε ἀνεγνωρισμένον ὅτι τὸ κατάστημα ΛΟΓΟΘΕΤΟΥ εἶνε ὄλαν τῆς ἐργασίας τῶν εἰς Εὐρώπην, ἤδη ἀφίχθησαν τὰ νεώτερα σχέδια. ΛΟΓΟΘΕΤΟΥ, ἔναντι Στοᾶς 'Αρσακείου, Σταδίου 43. (155, 672, 327, 793)
yposxeseis-cont: Μεγάλην εὐτυχίαν ἔλαμε χθὲς εἰς τὴν Βουλὴν ὅτε ὁ κ. Πρωθυπουργὸς ἐστεψεν ὁ κόσμος. Προτείνατε ἑκάστοτε τὴν πραγματοποίησιν τῶν ὑποσχέσεων! Ἡ Βουλὴ τὴν ἀπεφάσισε, ἀλλὰ ὑποσχέσεις, ὑποσχέσεις! (499, 812, 833, 866)
mikra-nea-text: ΚΙΝΗΜΑΤΟΓΡΑΦΟΣ Κονκλάβ. — Σήμερον Κυριακὴν γίνεται ἡ ἔναρξις τοῦ κινηματογράφου Κονκλὰβ εἰς τὴν πλατεῖαν ἐπὶ τῆς ὁδοῦ Σταδίου 24 ἀίθουσαν. Ἐναρξις ἀπὸ 9—12 μμ. (499, 1323, 833, 1377)
mafia-cont: Ἀξιότιμε φίλε, Νομίζω ὅτι πρέπει νὰ κάνω γνωστὸν καὶ ὑμῖν καὶ τὸ κοινὸν τὸ διάταγμα τῆς ὑπηρεσίας καὶ τὰς προσφάτως γενομένας εἰς τὸ Ὑπουργεῖον πράξεις. Πρὸ τριῶν περίπου μηνῶν ἐμήνυσα εἰς τὰς φυλακὰς ὅσα δὲν ἐπετράπη νὰ γνωσθῶσι. Ἀλλὰ ἡ κατηγορουμένη κρατεῖται εἰς τὰς φυλακὰς Συγγροῦ. (1038, 742, 1303, 836)
trapeza-row: Χρυσὸς 4.540.890 (155, 894, 327, 908)
trapeza-table (155, 894, 327, 962)
mafia-col-left (1038, 280, 1303, 987)
ad-ofthalmik-title: ΟΦΘΑΛΜΙΚ (850, 1698, 1054, 1748)
mafia-signature: Κ. ΕΣΣΑΙΝ (1495, 964, 1575, 979)
column-4 (844, 790, 1054, 2084)
epitropi-cont: Ὅταν χθὲς εἰς τὴν Βουλὴν ὁ κ. Πρωθυπουργὸς ἠλέγχετο διότι ἀπήλασε τοὺς ὑπαλλήλους, ἠρνήθη νὰ δικαιώσῃ εἰς βουλευτὴν τὴν ἀπόφασιν τοῦ 'Υπουργείου. 'Αλλ' ὁ ρήτωρ ἐστὶ εἰς τὴν 'Ελληνικὴν Κυβέρνησιν καὶ θὰ ἀπαντήσῃ... (339, 1743, 487, 1865)
